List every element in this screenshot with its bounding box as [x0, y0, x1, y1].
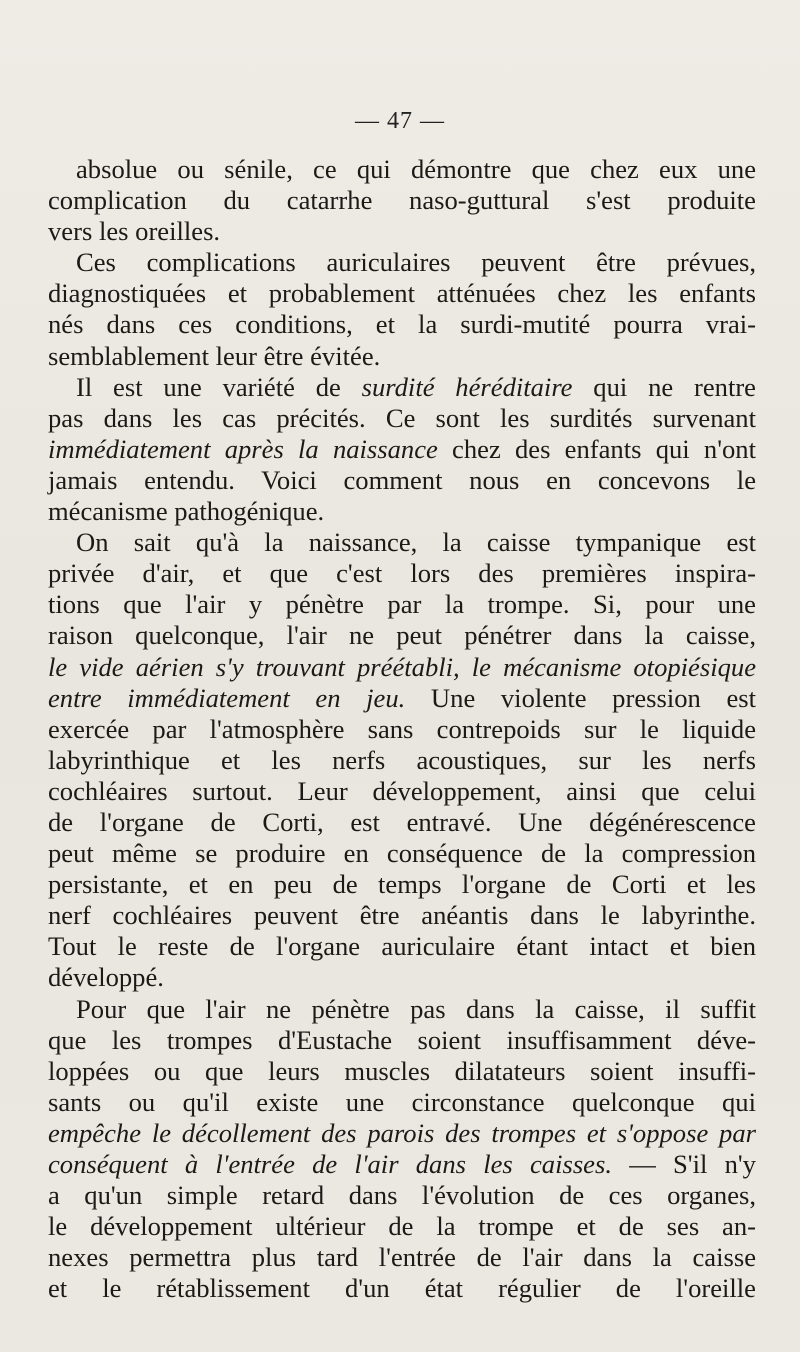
text-line: de l'organe de Corti, est entravé. Une dégénérescence — [48, 806, 756, 837]
text-line: Ces complications auriculaires peuvent être prévues, — [76, 247, 756, 278]
text-line: persistante, et en peu de temps l'organe de Corti et les — [48, 869, 756, 900]
text-line — [48, 1118, 756, 1149]
text-line: tions que l'air y pénètre par la trompe. Si, pour une — [48, 589, 756, 620]
paragraph — [48, 247, 756, 371]
text-line: privée d'air, et que c'est lors des premières inspira- — [48, 558, 756, 589]
italic-phrase: empêche le décollement des parois des trompes et s'oppose par — [48, 1117, 756, 1148]
text-line: et le rétablissement d'un état régulier de l'oreille — [48, 1273, 756, 1304]
paragraph — [48, 994, 756, 1305]
page-number: — 47 — — [355, 108, 445, 134]
text-line: cochléaires surtout. Leur développement, ainsi que celui — [48, 775, 756, 806]
text-line: On sait qu'à la naissance, la caisse tympanique est — [76, 527, 756, 558]
text-line: que les trompes d'Eustache soient insuffisamment déve- — [48, 1024, 756, 1055]
paragraph — [48, 372, 756, 527]
text-line: semblablement leur être évitée. — [48, 340, 381, 371]
text-line: a qu'un simple retard dans l'évolution de ces organes, — [48, 1180, 756, 1211]
paragraph — [48, 527, 756, 993]
text-line: conséquent à l'entrée de l'air dans les caisses. — S'il n'y — [48, 1149, 756, 1179]
text-line: absolue ou sénile, ce qui démontre que chez eux une — [76, 154, 756, 184]
italic-phrase: conséquent à l'entrée de l'air dans les caisses. — [48, 1149, 612, 1179]
text-line: Tout le reste de l'organe auriculaire étant intact et bien — [48, 931, 756, 962]
text-line: sants ou qu'il existe une circonstance quelconque qui — [48, 1086, 756, 1117]
text-line: peut même se produire en conséquence de la compression — [48, 838, 756, 869]
text-line: nés dans ces conditions, et la surdi-mutité pourra vrai- — [48, 309, 756, 340]
text-line: loppées ou que leurs muscles dilatateurs soient insuffi- — [48, 1055, 756, 1086]
text-line: pas dans les cas précités. Ce sont les surdités survenant — [48, 402, 756, 433]
text-line: diagnostiquées et probablement atténuées chez les enfants — [48, 278, 756, 309]
italic-phrase: surdité héréditaire — [361, 371, 573, 402]
text-line: immédiatement après la naissance chez des enfants qui n'ont — [48, 433, 756, 464]
text-line: mécanisme pathogénique. — [48, 496, 325, 527]
italic-phrase: entre immédiatement en jeu. — [48, 682, 406, 713]
text-line: raison quelconque, l'air ne peut pénétrer dans la caisse, — [48, 620, 756, 651]
text-line: exercée par l'atmosphère sans contrepoids sur le liquide — [48, 713, 756, 744]
text-line: Il est une variété de surdité héréditaire qui ne rentre — [76, 371, 756, 402]
text-line: entre immédiatement en jeu. Une violente pression est — [48, 682, 757, 713]
text-line: jamais entendu. Voici comment nous en concevons le — [48, 464, 756, 495]
text-line: nerf cochléaires peuvent être anéantis dans le labyrinthe. — [48, 900, 756, 931]
text-line — [48, 652, 756, 683]
italic-phrase: immédiatement après la naissance — [48, 433, 438, 464]
italic-phrase: le vide aérien s'y trouvant préétabli, le mécanisme otopiésique — [48, 651, 756, 682]
text-line: Pour que l'air ne pénètre pas dans la caisse, il suffit — [76, 993, 756, 1024]
text-line: vers les oreilles. — [48, 216, 221, 247]
paragraph — [48, 154, 756, 247]
text-line: labyrinthique et les nerfs acoustiques, sur les nerfs — [48, 744, 756, 775]
body-text — [48, 154, 756, 1304]
text-line: nexes permettra plus tard l'entrée de l'air dans la caisse — [48, 1242, 756, 1273]
text-line: développé. — [48, 962, 164, 993]
text-line: complication du catarrhe naso-guttural s'est produite — [48, 185, 756, 216]
text-line: le développement ultérieur de la trompe et de ses an- — [48, 1211, 756, 1242]
